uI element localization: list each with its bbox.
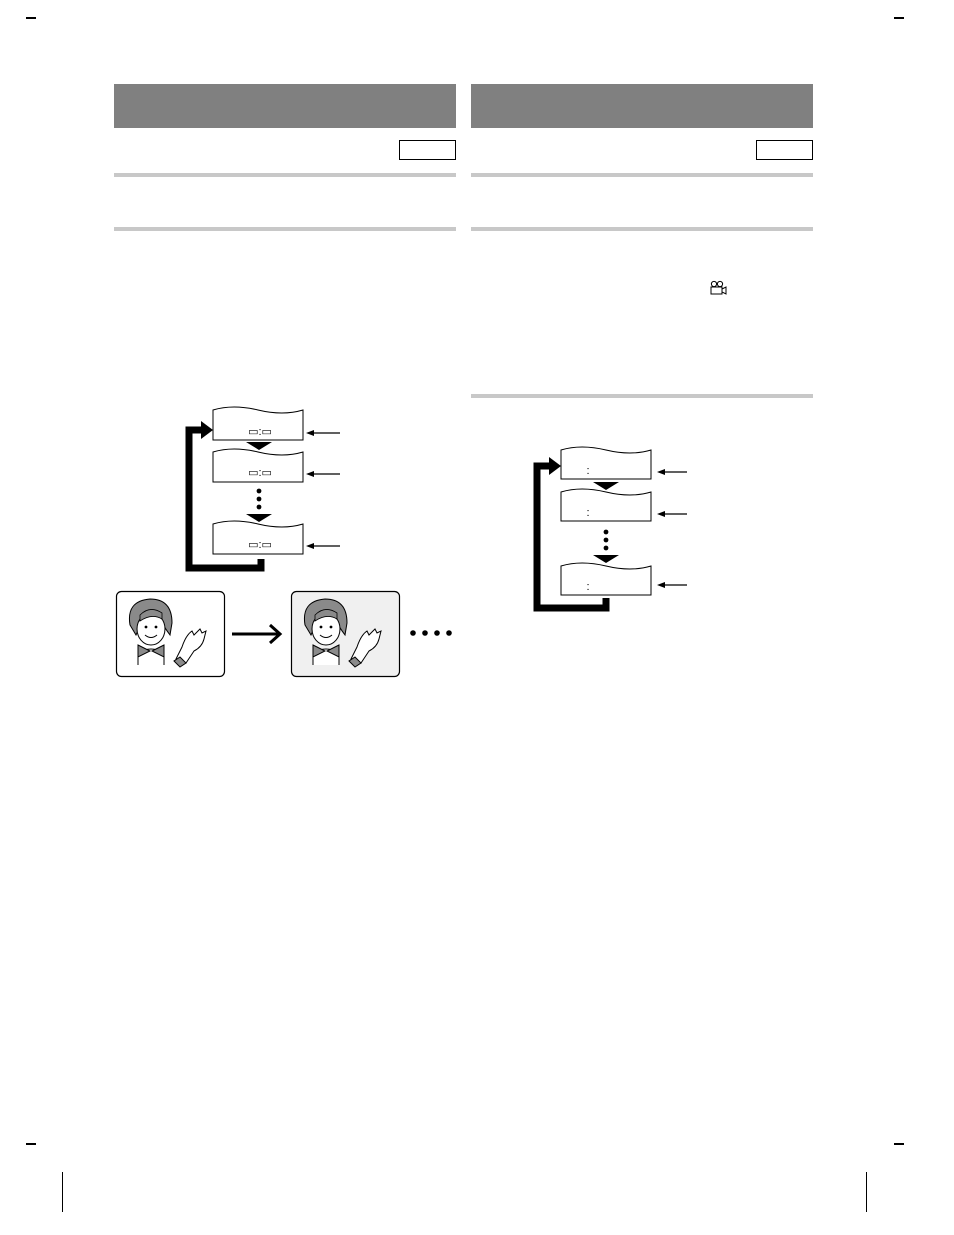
right-pointer-arrow-icon-3 [657,582,665,588]
right-down-arrow-icon-1 [593,482,619,490]
right-down-arrow-icon-2 [593,555,619,563]
left-screen-readout-1: ▭:▭ [248,426,272,438]
right-screen-2 [561,489,651,521]
right-dot-1 [604,530,609,535]
left-screen-readout-3: ▭:▭ [248,539,272,551]
right-screen-readout-2: : [586,507,590,519]
right-screen-readout-3: : [586,581,590,593]
right-screen-3 [561,563,651,595]
right-screen-readout-1: : [586,465,590,477]
right-dot-2 [604,538,609,543]
right-pointer-arrow-icon-2 [657,511,665,517]
right-screen-1 [561,447,651,479]
right-loop-arrowhead-icon [549,457,561,475]
right-dot-3 [604,546,609,551]
right-pointer-arrow-icon-1 [657,469,665,475]
left-screen-readout-2: ▭:▭ [248,467,272,479]
